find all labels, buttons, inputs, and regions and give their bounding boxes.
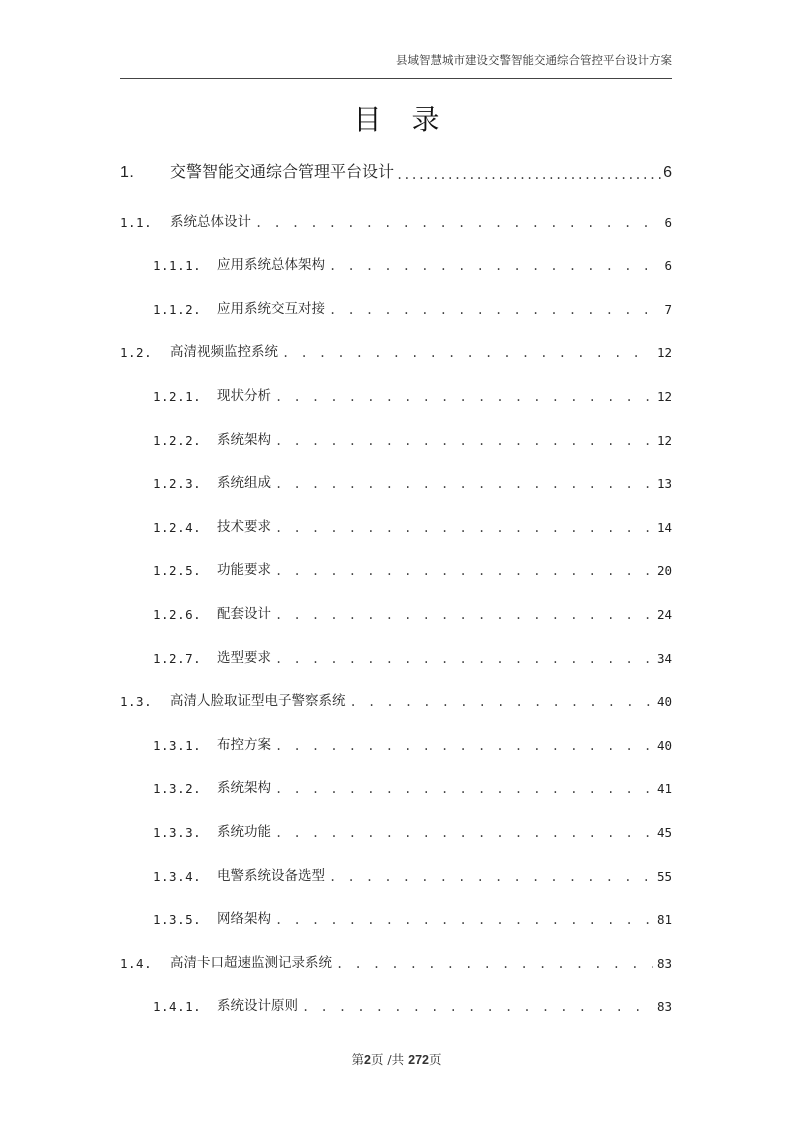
toc-entry-label: 交警智能交通综合管理平台设计 [170, 162, 395, 181]
toc-leader-dots [275, 564, 653, 578]
toc-entry[interactable] [120, 162, 672, 182]
toc-entry[interactable] [153, 907, 672, 927]
toc-leader-dots [275, 913, 653, 927]
toc-entry-label: 电警系统设备选型 [217, 867, 325, 884]
toc-entry-label: 现状分析 [217, 388, 271, 404]
toc-entry-number: 1.2.2. [153, 432, 202, 448]
footer-current-page: 2 [364, 1053, 371, 1067]
toc-entry[interactable] [153, 384, 672, 404]
toc-leader-dots [275, 608, 653, 622]
toc-entry-page: 20 [656, 563, 672, 579]
toc-entry-page: 45 [656, 825, 672, 840]
toc-entry-number: 1.3.5. [153, 912, 202, 928]
toc-entry[interactable] [120, 210, 672, 230]
toc-entry-number: 1.2.1. [153, 389, 202, 404]
toc-entry[interactable] [153, 646, 672, 666]
toc-entry-number: 1.1.1. [153, 258, 202, 274]
toc-entry-number: 1.4.1. [153, 999, 202, 1015]
toc-entry-page: 40 [656, 737, 672, 753]
toc-entry[interactable] [153, 733, 672, 753]
page-footer [0, 1050, 793, 1068]
toc-entry-page: 12 [656, 389, 672, 404]
page-header [120, 50, 672, 79]
toc-entry-label: 系统总体设计 [170, 213, 251, 230]
toc-entry[interactable] [153, 297, 672, 317]
toc-entry-number: 1. [120, 164, 135, 181]
toc-leader-dots [275, 739, 653, 753]
toc-entry-page: 41 [656, 781, 672, 797]
toc-leader-dots [275, 782, 653, 796]
toc-leader-dots [329, 259, 660, 273]
toc-entry[interactable] [153, 428, 672, 448]
toc-entry-page: 40 [656, 694, 672, 710]
toc-entry-page: 12 [656, 345, 672, 361]
toc-entry-label: 选型要求 [217, 649, 271, 666]
toc-entry-label: 系统架构 [217, 780, 271, 797]
toc-entry[interactable] [120, 951, 672, 971]
toc-leader-dots [396, 168, 661, 182]
toc-entry[interactable] [153, 602, 672, 622]
footer-prefix: 第 [351, 1052, 364, 1067]
toc-entry-number: 1.2.4. [153, 519, 202, 535]
toc-entry-number: 1.2.5. [153, 563, 202, 579]
toc-entry-label: 系统功能 [217, 824, 271, 840]
toc-entry[interactable] [153, 471, 672, 491]
toc-entry-number: 1.4. [120, 955, 153, 971]
toc-entry[interactable] [153, 558, 672, 578]
toc-entry-label: 应用系统总体架构 [217, 257, 325, 274]
toc-entry-number: 1.3.1. [153, 737, 202, 753]
toc-entry-page: 6 [664, 258, 672, 274]
header-title: 县域智慧城市建设交警智能交通综合管控平台设计方案 [396, 53, 672, 67]
toc-entry-page: 6 [664, 214, 672, 230]
toc-leader-dots [255, 216, 660, 230]
toc-entry-number: 1.1. [120, 214, 153, 230]
toc-entry-number: 1.3.4. [153, 868, 202, 884]
toc-leader-dots [329, 870, 653, 884]
toc-entry[interactable] [120, 340, 672, 360]
toc-leader-dots [275, 521, 653, 535]
toc-leader-dots [329, 303, 660, 317]
toc-entry-label: 技术要求 [217, 518, 271, 535]
toc-leader-dots [275, 390, 653, 404]
toc-title: 目录 [353, 103, 470, 136]
toc-entry[interactable] [153, 864, 672, 884]
toc-entry-label: 网络架构 [217, 911, 271, 928]
toc-entry-number: 1.2.6. [153, 607, 202, 622]
toc-entry[interactable] [153, 820, 672, 840]
toc-entry[interactable] [153, 994, 672, 1014]
toc-entry-label: 系统架构 [217, 431, 271, 448]
toc-entry-page: 55 [656, 868, 672, 884]
toc-entry[interactable] [120, 689, 672, 709]
toc-entry-page: 6 [663, 164, 672, 181]
toc-entry-number: 1.2.7. [153, 650, 202, 666]
footer-total-pages: 272 [408, 1053, 429, 1067]
toc-entry-page: 83 [656, 999, 672, 1015]
toc-entry-page: 24 [656, 607, 672, 622]
toc-entry-label: 高清卡口超速监测记录系统 [170, 954, 332, 971]
toc-entry[interactable] [153, 515, 672, 535]
toc-entry-number: 1.2. [120, 345, 153, 361]
toc-entry-label: 应用系统交互对接 [217, 300, 325, 317]
toc-entry-page: 81 [656, 912, 672, 928]
toc-entry-label: 系统设计原则 [217, 998, 298, 1015]
toc-entry-label: 布控方案 [217, 736, 271, 753]
toc-entry-page: 13 [656, 476, 672, 492]
toc-leader-dots [275, 826, 653, 840]
toc-entry-number: 1.2.3. [153, 476, 202, 492]
toc-entry-number: 1.1.2. [153, 301, 202, 317]
toc-entry-page: 34 [656, 650, 672, 666]
toc-leader-dots [275, 434, 653, 448]
toc-entry-page: 83 [656, 955, 672, 971]
toc-leader-dots [275, 652, 653, 666]
toc-entry[interactable] [153, 776, 672, 796]
toc-entry-label: 配套设计 [217, 606, 271, 622]
toc-leader-dots [275, 477, 653, 491]
toc-entry-number: 1.3.3. [153, 825, 202, 840]
toc-entry-page: 12 [656, 432, 672, 448]
toc-leader-dots [336, 957, 653, 971]
toc-leader-dots [350, 695, 653, 709]
toc-entry[interactable] [153, 253, 672, 273]
toc-leader-dots [282, 346, 653, 360]
toc-entry-label: 系统组成 [217, 475, 271, 492]
toc-entry-page: 7 [664, 301, 672, 317]
toc-entry-label: 高清人脸取证型电子警察系统 [170, 693, 346, 710]
footer-mid: 页 /共 [370, 1052, 409, 1067]
toc-entry-number: 1.3. [120, 694, 153, 710]
toc-entry-label: 高清视频监控系统 [170, 344, 278, 361]
footer-suffix: 页 [428, 1052, 442, 1067]
toc-entry-page: 14 [656, 519, 672, 535]
toc-entry-number: 1.3.2. [153, 781, 202, 797]
toc-leader-dots [302, 1000, 653, 1014]
toc-entry-label: 功能要求 [217, 562, 271, 579]
